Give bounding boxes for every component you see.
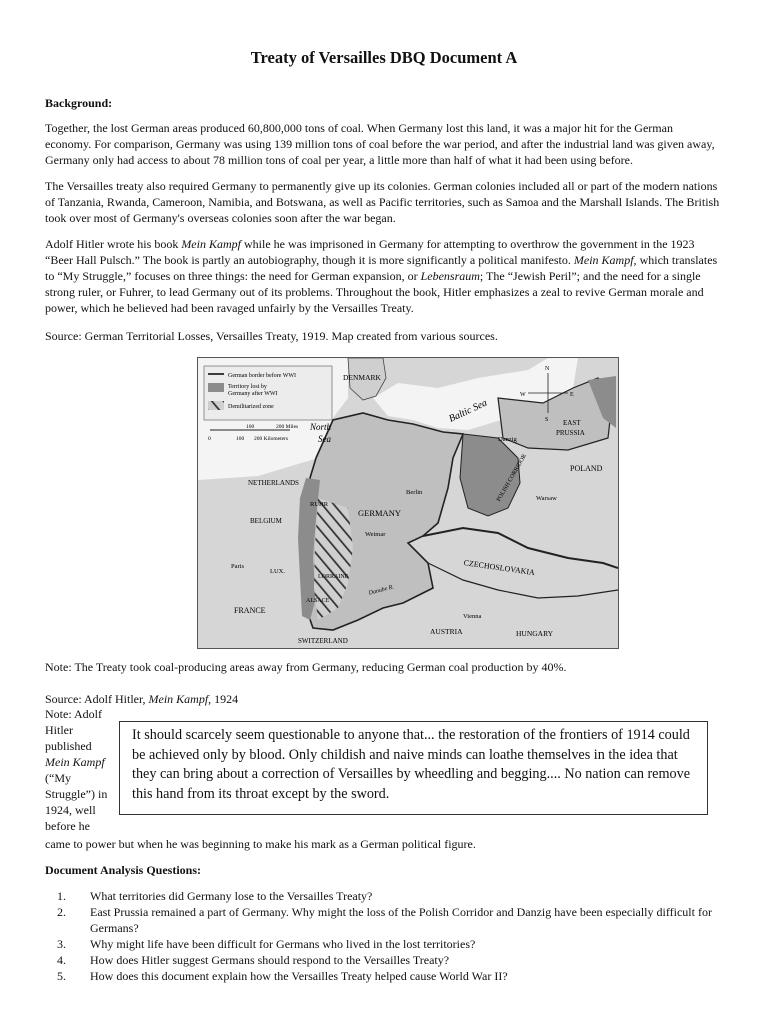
question-item: 4. How does Hitler suggest Germans should respond to the Versailles Treaty? (69, 952, 749, 968)
question-item: 3. Why might life have been difficult for Germans who lived in the lost territories? (69, 936, 749, 952)
legend-lost-label-1: Territory lost by (228, 384, 267, 390)
label-ruhr: RUHR (310, 501, 329, 508)
book-note-line: published (45, 739, 92, 753)
label-denmark: DENMARK (343, 373, 381, 382)
label-danube: Danube R. (368, 584, 395, 597)
legend-demil-label: Demilitarized zone (228, 404, 274, 410)
label-netherlands: NETHERLANDS (248, 479, 299, 487)
label-switzerland: SWITZERLAND (298, 637, 348, 645)
book-note-end: came to power but when he was beginning to make his mark as a German political figure. (45, 837, 476, 851)
map-note: Note: The Treaty took coal-producing areas away from Germany, reducing German coal production by 40%. (45, 660, 567, 674)
label-weimar: Weimar (365, 531, 386, 538)
compass-e: E (570, 392, 574, 398)
label-austria: AUSTRIA (430, 627, 463, 636)
book-title: Mein Kampf (148, 692, 209, 706)
background-heading: Background: (45, 96, 113, 110)
question-item: 1. What territories did Germany lose to the Versailles Treaty? (69, 888, 749, 904)
question-item: 2. East Prussia remained a part of Germany. Why might the loss of the Polish Corridor and Danzig have been especially difficult for Germans? (69, 904, 749, 936)
label-belgium: BELGIUM (250, 517, 282, 525)
compass-w: W (520, 392, 526, 398)
map-svg (198, 358, 618, 648)
book-note-line: Mein Kampf (45, 755, 105, 769)
book-note-line: (“My (45, 771, 71, 785)
questions-list (45, 888, 749, 984)
book-title: Mein Kampf (181, 237, 241, 251)
scale-km-200: 200 Kilometers (254, 436, 289, 442)
scale-km-100: 100 (236, 436, 245, 442)
label-north-sea-2: Sea (318, 434, 331, 444)
legend-lost-swatch (208, 383, 224, 392)
book-note-line: Hitler (45, 723, 73, 737)
document-title: Treaty of Versailles DBQ Document A (250, 48, 518, 67)
text-run: Adolf Hitler wrote his book (45, 237, 182, 251)
label-polish-corridor: POLISH CORRIDOR (496, 453, 528, 503)
label-east-prussia-1: EAST (563, 419, 581, 427)
label-baltic: Baltic Sea (447, 397, 489, 425)
questions-heading: Document Analysis Questions: (45, 863, 202, 877)
label-lorraine: LORRAINE (318, 574, 349, 580)
territorial-losses-map (197, 357, 619, 649)
label-warsaw: Warsaw (536, 495, 557, 502)
label-france: FRANCE (234, 606, 266, 615)
label-hungary: HUNGARY (516, 629, 554, 638)
lebensraum-term: Lebensraum (420, 269, 480, 283)
label-germany: GERMANY (358, 508, 401, 518)
compass-s: S (545, 417, 549, 423)
text-run: Source: Adolf Hitler, (45, 692, 149, 706)
label-danzig: Danzig (498, 436, 517, 443)
label-berlin: Berlin (406, 489, 423, 496)
question-item: 5. How does this document explain how the Versailles Treaty helped cause World War II? (69, 968, 749, 984)
text-run: , 1924 (208, 692, 239, 706)
paragraph-colonies: The Versailles treaty also required Germany to permanently give up its colonies. German colonies included all or part of the modern nations of Tanzania, Rwanda, Cameroon, Namibia, and Botswana, as well as Pacific territories, such as Samoa and the Marshall Islands. The British took over most of Germany's overseas colonies soon after the war began. (45, 179, 720, 225)
paragraph-coal: Together, the lost German areas produced 60,800,000 tons of coal. When Germany lost this land, it was a major hit for the German economy. For comparison, Germany was using 139 million tons of coal before the war period, and after the industrial land was given away, Germany only had access to about 78 million tons of coal per year, a little more than half of what it had been using before. (45, 121, 715, 167)
legend-border-label: German border before WWI (228, 373, 297, 379)
book-title: Mein Kampf, (573, 253, 637, 267)
book-note-line: 1924, well (45, 803, 96, 817)
book-source (45, 691, 721, 707)
label-alsace: ALSACE (306, 598, 330, 604)
book-note-line: Struggle”) in (45, 787, 108, 801)
label-vienna: Vienna (463, 613, 482, 620)
paragraph-mein-kampf (45, 236, 721, 316)
book-note-line: Note: Adolf (45, 707, 102, 721)
text-run: while he was imprisoned in Germany for attempting to overthrow the government in the 1923 “Beer Hall Pulsch.” The book is partly an autobiography, though it is more significantly a political manifesto. (45, 237, 695, 267)
label-north-sea-1: North (310, 422, 332, 432)
scale-km-0: 0 (208, 436, 211, 442)
label-paris: Paris (231, 563, 244, 570)
text-run: which translates to “My Struggle,” focuses on three things: the need for German expansion, or (45, 253, 718, 283)
scale-miles-100: 100 (246, 424, 255, 430)
book-note-line: before he (45, 819, 90, 833)
label-lux: LUX. (270, 568, 285, 575)
compass-n: N (545, 366, 550, 372)
label-east-prussia-2: PRUSSIA (556, 429, 585, 437)
label-czech: CZECHOSLOVAKIA (463, 558, 536, 578)
scale-miles-200: 200 Miles (276, 424, 299, 430)
legend-lost-label-2: Germany after WWI (228, 391, 278, 397)
text-run: ; The “Jewish Peril”; and the need for a single strong ruler, or Fuhrer, to lead Germany out of its problems. Throughout the book, Hitler emphasizes a zeal to revive German morale and power, which he believed had been ravaged unfairly by the Versailles Treaty. (45, 269, 704, 315)
map-source: Source: German Territorial Losses, Versailles Treaty, 1919. Map created from various sources. (45, 329, 498, 343)
legend-demil-swatch (208, 401, 224, 410)
label-poland: POLAND (570, 464, 603, 473)
hitler-quote-box: It should scarcely seem questionable to anyone that... the restoration of the frontiers of 1914 could be achieved only by blood. Only childish and naive minds can loathe themselves in the idea that they can bring about a correction of Versailles by wheedling and begging.... No nation can remove this hand from its throat except by the sword. (119, 721, 708, 815)
